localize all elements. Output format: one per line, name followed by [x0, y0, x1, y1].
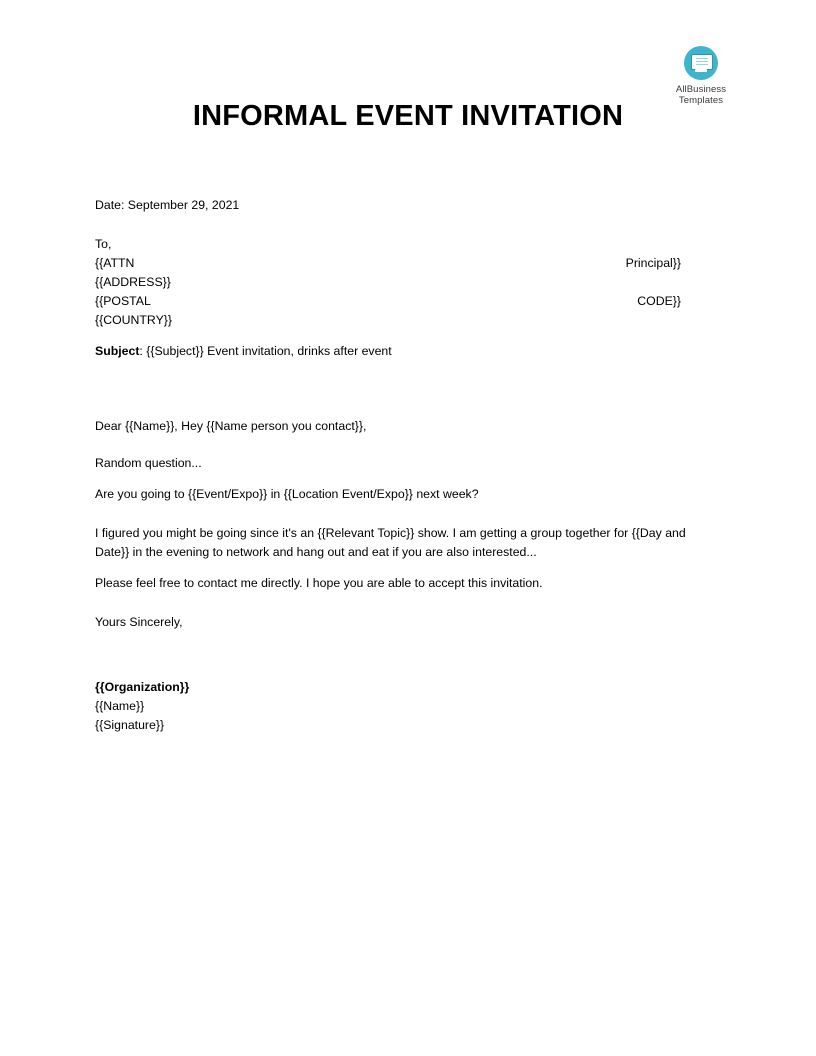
- subject-label: Subject: [95, 344, 140, 358]
- paragraph-1: Random question...: [95, 456, 202, 470]
- subject-line: [95, 342, 717, 361]
- address-postal-right: CODE}}: [637, 294, 681, 308]
- spacer: [95, 330, 717, 342]
- logo-text-line-1: AllBusiness: [675, 84, 727, 95]
- spacer: [95, 436, 717, 454]
- monitor-base: [695, 69, 707, 72]
- address-country-line: {{COUNTRY}}: [95, 313, 173, 327]
- address-attn-right: Principal}}: [625, 256, 681, 270]
- signature-name: {{Name}}: [95, 699, 145, 713]
- signature-placeholder: {{Signature}}: [95, 718, 165, 732]
- allbusiness-templates-logo[interactable]: [658, 46, 744, 106]
- address-street-line: {{ADDRESS}}: [95, 275, 171, 289]
- address-postal-line: [95, 292, 717, 311]
- address-postal-left: {{POSTAL: [95, 294, 151, 308]
- spacer: [95, 632, 717, 678]
- spacer: [95, 593, 717, 613]
- address-attn-left: {{ATTN: [95, 256, 135, 270]
- to-label: To,: [95, 237, 112, 251]
- subject-value: : {{Subject}} Event invitation, drinks after event: [139, 344, 392, 358]
- spacer: [95, 215, 717, 235]
- spacer: [95, 473, 717, 485]
- address-attn-line: [95, 254, 717, 273]
- spacer: [95, 361, 717, 417]
- page-title: INFORMAL EVENT INVITATION: [192, 100, 624, 132]
- closing-line: Yours Sincerely,: [95, 615, 183, 629]
- paragraph-4: Please feel free to contact me directly. I hope you are able to accept this invitation.: [95, 576, 543, 590]
- paragraph-3: I figured you might be going since it's an {{Relevant Topic}} show. I am getting a group together for {{Day and Date}} in the evening to network and hang out and eat if you are also interested...: [95, 526, 686, 559]
- salutation: Dear {{Name}}, Hey {{Name person you contact}},: [95, 419, 367, 433]
- spacer: [95, 562, 717, 574]
- monitor-icon: [684, 46, 718, 80]
- paragraph-2: Are you going to {{Event/Expo}} in {{Location Event/Expo}} next week?: [95, 487, 479, 501]
- letter-body: [95, 196, 717, 735]
- monitor-screen: [691, 54, 713, 70]
- logo-text-line-2: Templates: [678, 95, 724, 106]
- date-line: Date: September 29, 2021: [95, 198, 240, 212]
- signature-organization: {{Organization}}: [95, 680, 190, 694]
- spacer: [95, 504, 717, 524]
